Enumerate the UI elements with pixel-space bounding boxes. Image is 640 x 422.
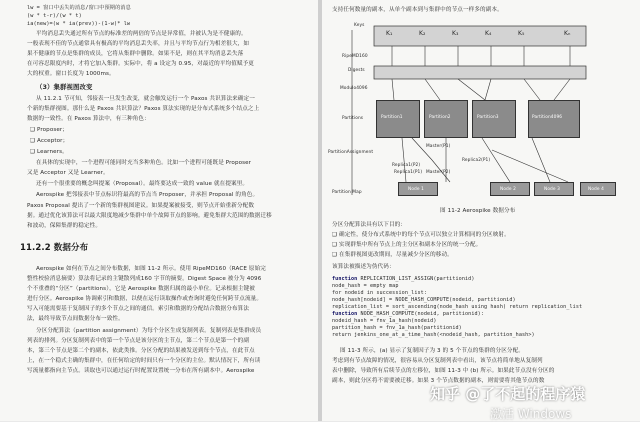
replica-label: Replica1(P1) [394,170,423,175]
replica-label: Master(P1) [426,144,451,149]
replica-label: Master(P2) [426,170,451,175]
replica-label: Replica2(P1) [462,158,491,163]
body-line: Aerospike 把邻接表中节点标识符最高的节点当 Proposer，并承担 Proposal 的角色。 [36,192,259,198]
modulo-label: Modulo4096 [340,86,368,91]
body-line: 在可容忍限度内时，才将它加入集群。实际中，将 a 设定为 0.95，对最近的平均值赋予更 [27,61,254,67]
body-line: 整性校验消息摘要）算法将记录的主键散列成160 字节的摘要。Digest Space 被分为 4096 [27,276,262,282]
body-line: 大的权重。窗口长度为 1000ms。 [27,71,115,77]
body-line: 一般表现不佳的节点通常具有极高的平均消息丢失率，并且与平均节点行为相差很大，如 [27,41,250,47]
partition-box: Partition1 [376,100,420,138]
watermark-windows: 激活 Windows [490,407,572,421]
node-box: Node 2 [490,182,530,196]
body-line: 和波动，保障集群的稳定性。 [27,223,102,229]
body-line: 副本，则此分区将不需要被迁移。如果 3 个节点数据的副本，则需要将其他节点的数 [332,378,545,384]
node-box: Node 1 [398,182,438,196]
key-label: Kₙ [564,30,571,37]
checkbox-bullet-icon: ❑ [332,232,339,238]
list-item: ❑ Proposer； [30,127,68,133]
keys-label: Keys [354,23,365,28]
body-line: 写入可能需要基于复制因子的多个节点之间的通信。索引和数据的分配结合数据分布算法 [27,306,250,312]
body-line: 数据的一致性。在 Paxos 算法中，有三种角色： [27,116,150,122]
code-line: return jenkins_one_at_a_time_hash(<nodeid_hash, partition_hash>) [332,332,535,338]
body-line: 图 11-3 所示，(a) 显示了复制因子为 3 的 5 个节点的集群的分区分配。 [340,348,524,354]
body-line: 在具体的实现中，一个进程可能同时充当多种角色。比如一个进程可能既是 Proposer [36,160,252,166]
figure-aerospike-data-distribution [322,0,640,230]
key-label: K₃ [452,30,459,37]
body-line: 分区分配算法（partition assignment）为每个分区生成复制列表。复制列表是集群成员 [36,328,262,334]
body-line: 个不重叠的“分区”（partitions），它是 Aerospike 数据归属的最小单位。记录根据主键被 [27,286,255,292]
left-page [0,0,318,421]
code-line: replication_list = sort_ascending(node_hash using hash) return replication_list [332,304,583,310]
list-item: ❑ Learners。 [30,149,68,155]
code-line: lw = 窗口中丢失的消息/窗口中预期的消息 [27,5,131,11]
body-line: 还有一个很重要的概念叫提案（Proposal）。最终要达成一致的 value 就在提案里。 [36,181,249,187]
body-line: Aerospike 如何在节点之间分布数据，如图 11-2 所示。使用 RipeMD160（RACE 原始完 [36,266,266,272]
key-label: K₂ [419,30,426,37]
checkbox-bullet-icon: ❑ [332,242,339,248]
body-line: 进行分区。Aerospike 协调索引和数据，以便在运行读取操作或查询时避免任何跨节点流量。 [27,296,263,302]
body-line: 又是 Acceptor 又是 Learner。 [27,170,109,176]
checkbox-bullet-icon: ❑ [30,138,37,144]
body-line: 考虑到有节点故障的情况，很容易从分区复制列表中看出，该节点将简单地从复制列 [332,358,543,364]
body-line: 支持任何数量的副本，从单个副本到与集群中的节点一样多的副本。 [332,7,503,13]
partition-map-label: Partition Map [332,190,362,195]
code-line: for nodeid in succession_list: [332,290,428,296]
body-line: Paxos Proposal 提出了一个新的集群视图建议。如果提案被接受，则节点开始重新分配数 [27,203,255,209]
code-line: function REPLICATION_LIST_ASSIGN(partitionid) [332,276,475,282]
code-line: node_hash = empty map [332,283,399,289]
body-line: 据。通过优化该算法可以最大限度地减少集群中单个故障节点的影响。避免集群大范围的数据迁移 [27,213,272,219]
digests-label: Digests [348,68,365,73]
body-line: 个新的集群视图。那什么是 Paxos 共识算法？Paxos 算法实现的是分布式系统多个结点之上 [27,106,260,112]
ripemd-label: RipeMD160 [342,54,368,59]
checkbox-bullet-icon: ❑ [30,149,37,155]
partition-box: Partition2 [424,100,468,138]
body-line: 分区分配算法具有以下目的： [332,222,407,228]
code-line: ia(new)=(w * ia(prev))-(1-w)* lw [27,21,131,27]
key-label: K₁ [386,30,393,37]
body-line: 上，在一个稳式主确的集群中，在任何给定的时间只有一个分区的主位。默认情况下，所有读 [27,358,261,364]
key-label: K₄ [485,30,492,37]
body-line: 本，第三个节点是第二个的副本，依此类推。分区分配的结果被发送到每个节点，在此节点 [27,348,255,354]
list-item: ❑ 确定性，使分布式系统中的每个节点可以独立计算相同的分区映射。 [332,232,510,238]
code-line: (w * t-r)/(w * t) [27,13,82,19]
body-line: 表中删除，导致所有后续节点的左移位，如图 11-3 中 (b) 所示。如果此节点没有分区的 [332,368,555,374]
body-line: 从 11.2.1 节可知，邻接表一旦发生改变，就会触发运行一个 Paxos 共识算法来确定一 [36,96,255,102]
code-line: partition_hash = fnv_1a_hash(partitionid) [332,325,462,331]
list-item: ❑ 实现群集中所有节点上的主分区和副本分区的统一分配。 [332,242,482,248]
section-heading: （3）集群视图改变 [36,83,93,91]
key-label: K₅ [518,30,525,37]
figure-caption: 图 11-2 Aerospike 数据分布 [440,208,516,214]
body-line: 平均消息丢失通过所有节点的标准差的两倍的节点是异常值，并被认为是不健康的。 [36,31,247,37]
code-line: function NODE_HASH_COMPUTE(nodeid, partitionid): [332,311,485,317]
checkbox-bullet-icon: ❑ [30,127,37,133]
partition-box: Partition3 [472,100,516,138]
body-line: 法，最终导致节点间数据分布一致性。 [27,316,124,322]
body-line: 果不健康的节点是集群的成员，它将从集群中删除。如果不是，则在其平均消息丢失落 [27,51,244,57]
right-page [322,0,640,421]
code-line: nodeid_hash = fnv_1a_hash(nodeid) [332,318,437,324]
code-line: node_hash[nodeid] = NODE_HASH_COMPUTE(nodeid, partitionid) [332,297,516,303]
node-box: Node 3 [534,182,574,196]
partitions-label: Partitions [342,116,364,121]
list-item: ❑ Acceptor； [30,138,69,144]
partition-box: Partition4096 [528,100,580,138]
body-line: 写流量都指向主节点。读取也可以通过运行时配置设置统一分布在所有副本中。Aerospike [27,368,255,374]
section-title: 11.2.2 数据分布 [20,243,89,253]
body-line: 列表的排列。分区复制列表中的第一个节点是该分区的主节点，第二个节点是第一个的副 [27,338,250,344]
checkbox-bullet-icon: ❑ [332,252,339,258]
watermark-zhihu: 知乎 @了不起的程序猿 [430,385,586,403]
body-line: 该算法被描述为伪代码： [332,264,395,270]
replica-label: Replica1(P2) [392,163,421,168]
list-item: ❑ 在集群视图更改期间，尽量减少分区的移动。 [332,252,453,258]
node-box: Node 4 [580,182,616,196]
assignment-label: PartitionAssignment [328,150,374,155]
